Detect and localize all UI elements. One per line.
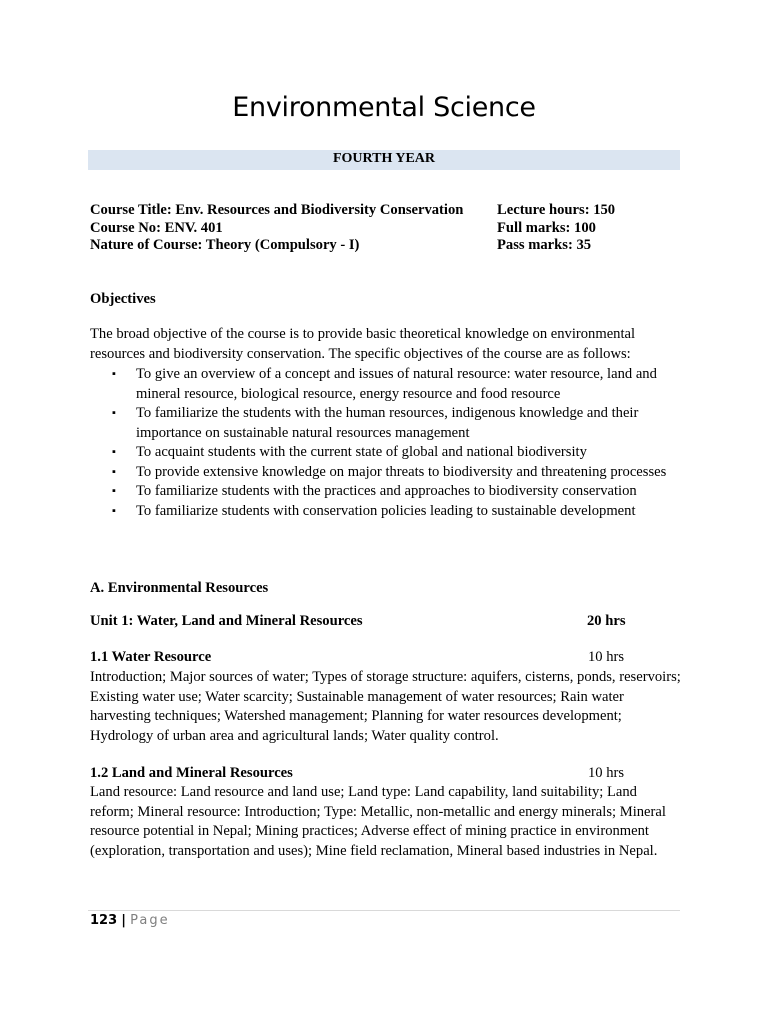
page-number: 123 bbox=[90, 913, 118, 928]
course-nature: Nature of Course: Theory (Compulsory - I) bbox=[90, 237, 360, 253]
course-info-left bbox=[90, 202, 463, 255]
objectives-heading: Objectives bbox=[90, 291, 156, 307]
section-a-heading: A. Environmental Resources bbox=[90, 580, 269, 596]
unit1-title: Unit 1: Water, Land and Mineral Resources bbox=[90, 613, 363, 629]
subsection-1-1-hours: 10 hrs bbox=[588, 649, 625, 665]
course-info-right bbox=[497, 202, 615, 255]
unit1-heading bbox=[90, 613, 682, 630]
list-item: ▪ To give an overview of a concept and issues of natural resource: water resource, land and mineral resource, biological resource, energy resource and food resource bbox=[112, 366, 657, 402]
footer-separator: | bbox=[121, 913, 127, 928]
list-item: ▪ To familiarize students with the practices and approaches to biodiversity conservation bbox=[90, 482, 682, 502]
bullet-icon: ▪ bbox=[112, 485, 116, 497]
bullet-icon: ▪ bbox=[112, 368, 116, 380]
pass-marks: Pass marks: 35 bbox=[497, 237, 592, 253]
page-label: Page bbox=[130, 913, 170, 928]
subsection-1-2-heading bbox=[90, 765, 682, 782]
unit1-hours: 20 hrs bbox=[587, 613, 626, 629]
subsection-1-1-title: 1.1 Water Resource bbox=[90, 649, 212, 665]
footer-divider bbox=[88, 910, 680, 911]
subsection-1-2-body: Land resource: Land resource and land use; Land type: Land capability, land suitability; Land reform; Mineral resource: Introduction; Type: Metallic, non-metallic and energy minerals; Mineral resource potential in Nepal; Mining practices; Adverse effect of mining practice in environment (exploration, transportation and uses); Mine field reclamation, Mineral based industries in Nepal. bbox=[90, 784, 666, 859]
bullet-icon: ▪ bbox=[112, 446, 116, 458]
lecture-hours: Lecture hours: 150 bbox=[497, 202, 616, 218]
course-title: Course Title: Env. Resources and Biodiversity Conservation bbox=[90, 202, 464, 218]
list-item: ▪ To familiarize students with conservation policies leading to sustainable development bbox=[90, 502, 682, 522]
list-item: ▪ To familiarize the students with the human resources, indigenous knowledge and their importance on sustainable natural resources management bbox=[112, 405, 639, 441]
page-footer bbox=[90, 913, 170, 928]
subsection-1-1-heading bbox=[90, 649, 682, 666]
objectives-list bbox=[90, 365, 682, 521]
objectives-intro: The broad objective of the course is to provide basic theoretical knowledge on environmental resources and biodiversity conservation. The specific objectives of the course are as follows: bbox=[90, 326, 636, 362]
full-marks: Full marks: 100 bbox=[497, 219, 596, 236]
list-item: ▪ To provide extensive knowledge on major threats to biodiversity and threatening processes bbox=[90, 463, 682, 483]
bullet-icon: ▪ bbox=[112, 407, 116, 419]
subsection-1-1-body: Introduction; Major sources of water; Types of storage structure: aquifers, cisterns, ponds, reservoirs; Existing water use; Water scarcity; Sustainable management of water resources; Rain water harvesting techniques; Watershed management; Planning for water resources development; Hydrology of urban area and agricultural lands; Water quality control. bbox=[90, 669, 681, 744]
bullet-icon: ▪ bbox=[112, 465, 116, 478]
subsection-1-2-hours: 10 hrs bbox=[588, 765, 625, 781]
page-title: Environmental Science bbox=[232, 92, 536, 123]
year-banner: FOURTH YEAR bbox=[88, 150, 680, 170]
list-item: ▪ To acquaint students with the current state of global and national biodiversity bbox=[90, 443, 682, 463]
bullet-icon: ▪ bbox=[112, 504, 116, 517]
subsection-1-2-title: 1.2 Land and Mineral Resources bbox=[90, 765, 293, 781]
course-number: Course No: ENV. 401 bbox=[90, 219, 223, 236]
